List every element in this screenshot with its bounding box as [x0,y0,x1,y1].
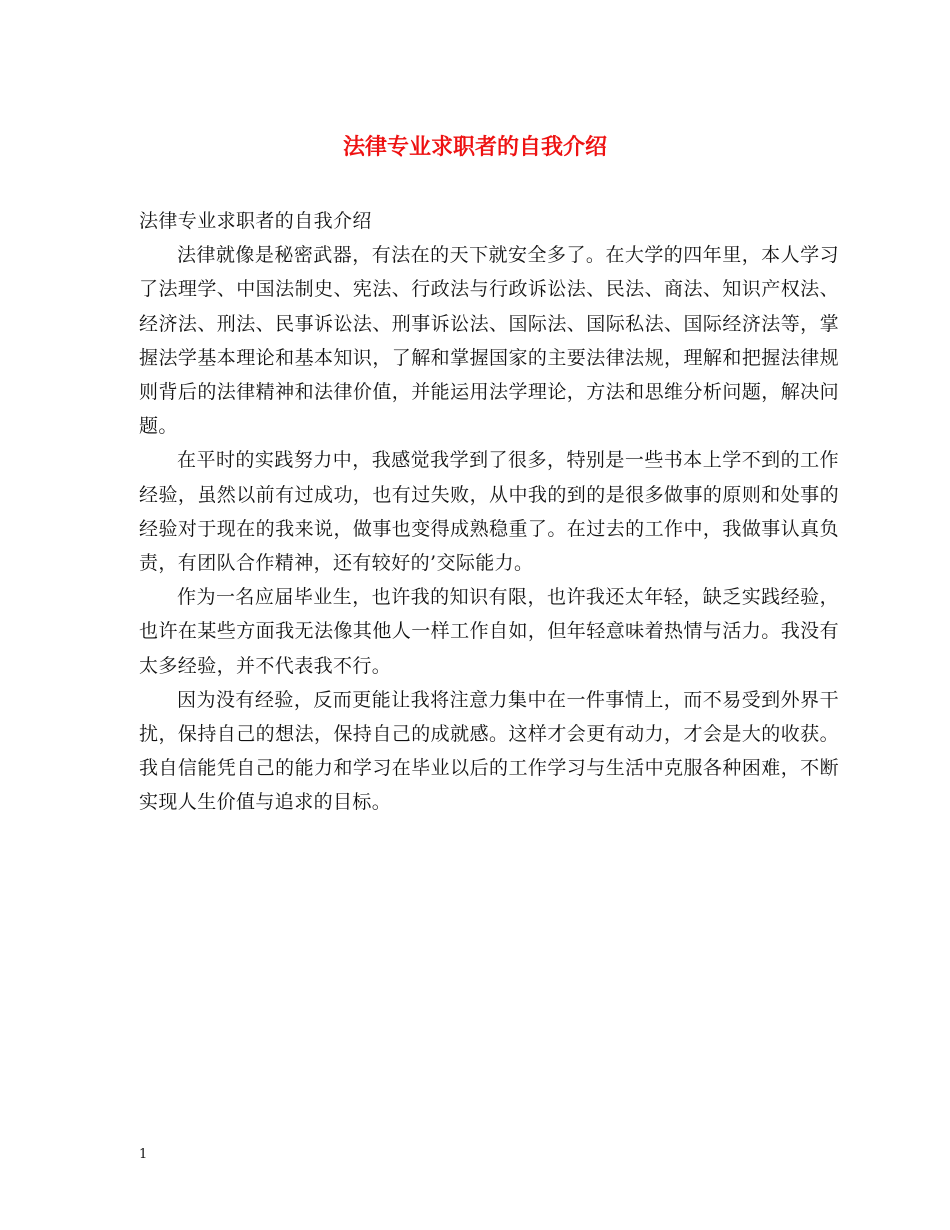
paragraph-4: 因为没有经验，反而更能让我将注意力集中在一件事情上，而不易受到外界干扰，保持自己的想法，保持自己的成就感。这样才会更有动力，才会是大的收获。我自信能凭自己的能力和学习在毕业以后的工作学习与生活中克服各种困难，不断实现人生价值与追求的目标。 [139,688,839,814]
paragraph-3: 作为一名应届毕业生，也许我的知识有限，也许我还太年轻，缺乏实践经验，也许在某些方面我无法像其他人一样工作自如，但年轻意味着热情与活力。我没有太多经验，并不代表我不行。 [139,586,839,677]
document-body [139,204,839,820]
document-title: 法律专业求职者的自我介绍 [342,134,607,160]
paragraph-1: 法律就像是秘密武器，有法在的天下就安全多了。在大学的四年里，本人学习了法理学、中国法制史、宪法、行政法与行政诉讼法、民法、商法、知识产权法、经济法、刑法、民事诉讼法、刑事诉讼法、国际法、国际私法、国际经济法等，掌握法学基本理论和基本知识，了解和掌握国家的主要法律法规，理解和把握法律规则背后的法律精神和法律价值，并能运用法学理论，方法和思维分析问题，解决问题。 [139,244,839,438]
paragraph-2: 在平时的实践努力中，我感觉我学到了很多，特别是一些书本上学不到的工作经验，虽然以前有过成功，也有过失败，从中我的到的是很多做事的原则和处事的经验对于现在的我来说，做事也变得成熟稳重了。在过去的工作中，我做事认真负责，有团队合作精神，还有较好的’交际能力。 [139,449,839,575]
document-subtitle: 法律专业求职者的自我介绍 [139,210,372,232]
page-number: 1 [139,1147,148,1162]
